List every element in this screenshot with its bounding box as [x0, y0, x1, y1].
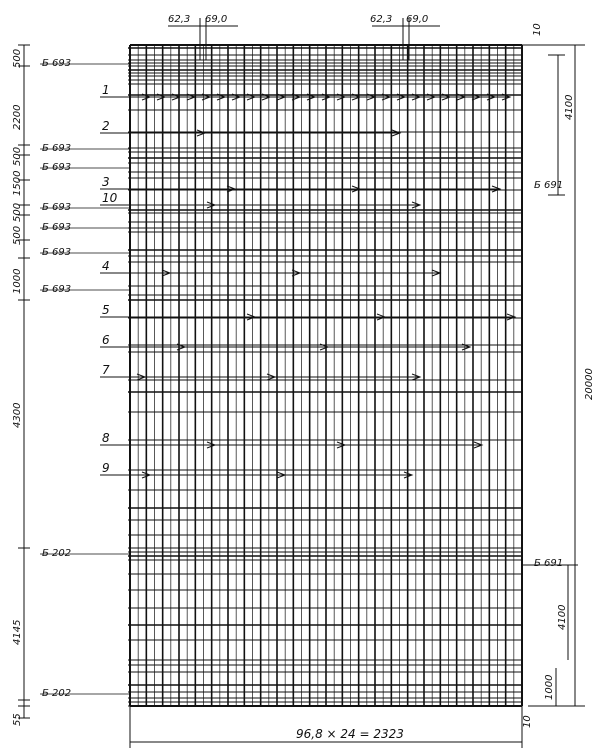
right-label-2: Б 691	[534, 558, 564, 569]
left-dim-5: 500	[12, 202, 23, 222]
row-label-2: Б 693	[42, 143, 72, 154]
item-label-10: 10	[102, 191, 118, 205]
top-dim-4: 69,0	[406, 14, 429, 25]
left-dimensions	[12, 45, 24, 726]
row-label-9: Б 202	[42, 688, 72, 699]
row-label-7: Б 693	[42, 284, 72, 295]
right-dim-1: 4100	[564, 94, 575, 120]
bottom-dimension	[130, 706, 533, 748]
row-label-6: Б 693	[42, 247, 72, 258]
bottom-dim-text: 96,8 × 24 = 2323	[296, 727, 404, 741]
bottom-right-dim: 10	[522, 715, 533, 728]
left-dim-7: 1000	[12, 268, 23, 294]
right-dimensions	[522, 45, 595, 706]
left-dim-6: 500	[12, 225, 23, 245]
item-label-2: 2	[102, 119, 110, 133]
left-dim-2: 2200	[12, 104, 23, 130]
row-labels	[42, 58, 71, 699]
row-label-4: Б 693	[42, 202, 72, 213]
item-label-8: 8	[102, 431, 110, 445]
row-label-8: Б 202	[42, 548, 72, 559]
item-label-3: 3	[102, 175, 110, 189]
left-dim-8: 4300	[12, 402, 23, 428]
top-dim-1: 62,3	[168, 14, 191, 25]
right-dim-3: 4100	[557, 604, 568, 630]
mesh-grid	[18, 45, 522, 718]
top-dim-3: 62,3	[370, 14, 393, 25]
row-label-3: Б 693	[42, 162, 72, 173]
top-dimensions	[168, 14, 543, 60]
item-label-6: 6	[102, 333, 110, 347]
item-label-9: 9	[102, 461, 110, 475]
item-label-4: 4	[102, 259, 110, 273]
right-label-1: Б 691	[534, 180, 564, 191]
right-dim-2: 20000	[584, 368, 595, 400]
item-label-5: 5	[102, 303, 110, 317]
left-dim-3: 500	[12, 146, 23, 166]
right-dim-4: 1000	[544, 674, 555, 700]
top-dim-2: 69,0	[205, 14, 228, 25]
left-dim-10: 55	[12, 713, 23, 726]
left-dim-9: 4145	[12, 619, 23, 645]
item-labels	[102, 83, 118, 475]
item-label-7: 7	[102, 363, 110, 377]
left-dim-4: 1500	[12, 170, 23, 196]
top-right-dim: 10	[532, 23, 543, 36]
row-label-1: Б 693	[42, 58, 72, 69]
row-label-5: Б 693	[42, 222, 72, 233]
left-dim-1: 500	[12, 48, 23, 68]
item-label-1: 1	[102, 83, 110, 97]
